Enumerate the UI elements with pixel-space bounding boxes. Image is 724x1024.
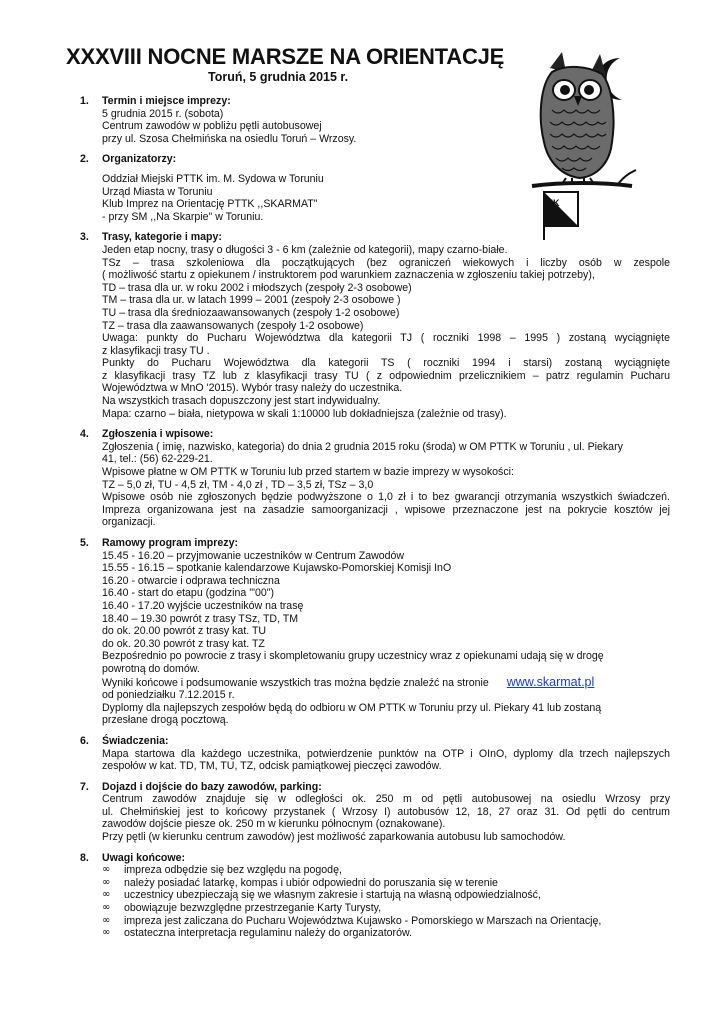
text-line [102, 676, 670, 690]
text-line [102, 600, 670, 613]
line-text: do ok. 20.30 powrót z trasy kat. TZ [102, 637, 265, 650]
line-text: powrotną do domów. [102, 662, 200, 675]
line-text: przy ul. Szosa Chełmińska na osiedlu Toruń – Wrzosy. [102, 132, 357, 145]
section-heading: Świadczenia: [102, 734, 169, 747]
text-line [102, 702, 670, 715]
bullet-icon: ∞ [102, 876, 111, 888]
line-text: Impreza organizowana jest na zasadzie samoorganizacji , wpisowe przeznaczone jest na pokrycie kosztów jej [102, 503, 670, 516]
line-text: Punkty do Pucharu Województwa dla kategorii TS ( roczniki 1994 i starsi) zostaną wyciągnięte [102, 357, 670, 370]
line-text: TZ – trasa dla zaawansowanych (zespoły 1-2 osobowe) [102, 319, 364, 332]
section-heading: Trasy, kategorie i mapy: [102, 231, 222, 244]
section-body [102, 864, 670, 940]
text-line [102, 441, 670, 454]
section-body [102, 441, 670, 529]
text-line [102, 466, 670, 479]
text-line [102, 395, 670, 408]
line-text: Wpisowe osób nie zgłoszonych będzie podwyższone o 1,0 zł i to bez gwarancji otrzymania wszystkich świadczeń. [102, 491, 670, 504]
list-item-text: ostateczna interpretacja regulaminu należy do organizatorów. [124, 927, 412, 940]
section-heading: Zgłoszenia i wpisowe: [102, 428, 214, 441]
line-text: Dyplomy dla najlepszych zespołów będą do odbioru w OM PTTK w Toruniu przy ul. Piekary 41 lub zostaną [102, 701, 602, 714]
line-text: Przy pętli (w kierunku centrum zawodów) jest możliwość zaparkowania autobusu lub samochodów. [102, 831, 566, 844]
text-line [102, 714, 670, 727]
text-line [102, 587, 670, 600]
list-item [102, 915, 670, 928]
line-text: z klasyfikacji trasy TZ lub z klasyfikacji trasy TU ( z odpowiednim przelicznikiem – patrz regulamin Pucharu [102, 369, 670, 382]
list-item-text: impreza jest zaliczana do Pucharu Województwa Kujawsko - Pomorskiego w Marszach na Orientację, [124, 914, 602, 927]
section-2 [80, 153, 670, 223]
text-line [102, 198, 670, 211]
line-text: Zgłoszenia ( imię, nazwisko, kategoria) do dnia 2 grudnia 2015 roku (środa) w OM PTTK w Toruniu , ul. Piekary [102, 440, 623, 453]
text-line [102, 332, 670, 345]
text-line [102, 562, 670, 575]
line-text: od poniedziałku 7.12.2015 r. [102, 689, 235, 702]
line-text: 16.20 - otwarcie i odprawa techniczna [102, 574, 280, 587]
section-body [102, 166, 670, 223]
section-body [102, 108, 670, 146]
line-text: Mapa startowa dla każdego uczestnika, potwierdzenie punktów na OTP i OInO, dyplomy dla trzech najlepszych [102, 747, 670, 760]
text-line [102, 453, 670, 466]
list-item-text: należy posiadać latarkę, kompas i ubiór odpowiedni do poruszania się w terenie [124, 876, 498, 889]
line-text: 16.40 - start do etapu (godzina '"00") [102, 587, 275, 600]
list-item-text: uczestnicy ubezpieczają się we własnym zakresie i startują na własną odpowiedzialność, [124, 889, 541, 902]
section-7 [80, 781, 670, 844]
text-line [102, 307, 670, 320]
line-text: zawodów dojście piesze ok. 250 m w kierunku północnym (oznakowane). [102, 818, 446, 831]
line-text: Urząd Miasta w Toruniu [102, 185, 213, 198]
text-line [102, 516, 670, 529]
line-text: Jeden etap nocny, trasy o długości 3 - 6 km (zależnie od kategorii), mapy czarno-białe. [102, 243, 508, 256]
line-text: TSz – trasa szkoleniowa dla początkujących (bez ograniczeń wiekowych i liczby osób w zespole [102, 256, 670, 269]
line-text: 15.55 - 16.15 – spotkanie kalendarzowe Kujawsko-Pomorskiej Komisji InO [102, 562, 452, 575]
line-text: do ok. 20.00 powrót z trasy kat. TU [102, 625, 267, 638]
text-line [102, 345, 670, 358]
line-text: 16.40 - 17.20 wyjście uczestników na trasę [102, 599, 304, 612]
text-line [102, 625, 670, 638]
line-text: Centrum zawodów w pobliżu pętli autobusowej [102, 120, 322, 133]
text-line [102, 663, 670, 676]
list-item [102, 889, 670, 902]
section-number: 1. [80, 95, 89, 107]
text-line [102, 831, 670, 844]
text-line [102, 133, 670, 146]
text-line [102, 504, 670, 517]
line-text: z klasyfikacji trasy TU . [102, 344, 210, 357]
line-text: Bezpośrednio po powrocie z trasy i skompletowaniu grupy uczestnicy wraz z opiekunami udają się w drogę [102, 650, 604, 663]
logo-text: JK [548, 198, 560, 208]
section-number: 5. [80, 537, 89, 549]
text-line [102, 650, 670, 663]
section-heading: Dojazd i dojście do bazy zawodów, parking: [102, 780, 322, 793]
text-line [102, 120, 670, 133]
text-line [102, 806, 670, 819]
section-heading: Ramowy program imprezy: [102, 537, 238, 549]
line-text: 15.45 - 16.20 – przyjmowanie uczestników w Centrum Zawodów [102, 549, 405, 562]
line-text: Wyniki końcowe i podsumowanie wszystkich tras można będzie znaleźć na stronie [102, 676, 489, 689]
list-item [102, 927, 670, 940]
text-line [102, 793, 670, 806]
text-line [102, 408, 670, 421]
line-text: TM – trasa dla ur. w latach 1999 – 2001 (zespoły 2-3 osobowe ) [102, 294, 401, 307]
text-line [102, 613, 670, 626]
list-item-text: obowiązuje bezwzględne przestrzeganie Karty Turysty, [124, 902, 382, 915]
section-body [102, 748, 670, 773]
line-text: zespołów w kat. TD, TM, TU, TZ, odcisk pamiątkowej pieczęci zawodów. [102, 760, 442, 773]
document-body [80, 95, 670, 948]
bullet-icon: ∞ [102, 914, 111, 926]
section-number: 3. [80, 231, 89, 244]
text-line [102, 294, 670, 307]
section-number: 8. [80, 851, 89, 864]
section-6 [80, 735, 670, 773]
section-4 [80, 428, 670, 529]
bullet-icon: ∞ [102, 889, 111, 901]
section-8 [80, 852, 670, 940]
line-text: organizacji. [102, 516, 156, 529]
text-line [102, 575, 670, 588]
section-heading: Uwagi końcowe: [102, 851, 185, 864]
section-number: 6. [80, 734, 89, 747]
list-item-text: impreza odbędzie się bez względu na pogodę, [124, 864, 342, 877]
text-line [102, 491, 670, 504]
text-line [102, 257, 670, 270]
line-text: Wpisowe płatne w OM PTTK w Toruniu lub przed startem w bazie imprezy w wysokości: [102, 466, 514, 479]
section-number: 4. [80, 428, 89, 441]
line-text: Oddział Miejski PTTK im. M. Sydowa w Toruniu [102, 172, 324, 185]
line-text: TU – trasa dla średniozaawansowanych (zespoły 1-2 osobowe) [102, 306, 400, 319]
bullet-icon: ∞ [102, 902, 111, 914]
section-body [102, 550, 670, 727]
text-line [102, 244, 670, 257]
text-line [102, 638, 670, 651]
document-subtitle: Toruń, 5 grudnia 2015 r. [208, 70, 349, 84]
section-5 [80, 537, 670, 727]
line-text: Klub Imprez na Orientację PTTK ,,SKARMAT" [102, 198, 318, 211]
list-item [102, 902, 670, 915]
line-text: 5 grudnia 2015 r. (sobota) [102, 107, 224, 120]
section-number: 7. [80, 780, 89, 793]
line-text: przesłane drogą pocztową. [102, 714, 229, 727]
text-line [102, 689, 670, 702]
line-text: Uwaga: punkty do Pucharu Województwa dla kategorii TJ ( roczniki 1998 – 1995 ) zostaną wyciągnięte [102, 332, 670, 345]
text-line [102, 282, 670, 295]
section-3 [80, 231, 670, 420]
text-line [102, 108, 670, 121]
line-text: Województwa w MnO '2015). Wybór trasy należy do uczestnika. [102, 382, 403, 395]
text-line [102, 357, 670, 370]
text-line [102, 211, 670, 224]
line-text: TD – trasa dla ur. w roku 2002 i młodszych (zespoły 2-3 osobowe) [102, 281, 412, 294]
line-text: ul. Chełmińskiej jest to końcowy przystanek ( Wrzosy I) autobusów 12, 18, 27 oraz 31. Od pętli do centrum [102, 805, 670, 818]
text-line [102, 370, 670, 383]
section-body [102, 244, 670, 420]
section-heading: Organizatorzy: [102, 153, 177, 166]
line-text: Mapa: czarno – biała, nietypowa w skali 1:10000 lub dokładniejsza (zależnie od trasy). [102, 407, 507, 420]
bullet-icon: ∞ [102, 864, 111, 876]
text-line [102, 760, 670, 773]
text-line [102, 269, 670, 282]
document-title: XXXVIII NOCNE MARSZE NA ORIENTACJĘ [66, 44, 505, 69]
text-line [102, 173, 670, 186]
text-line [102, 382, 670, 395]
section-1 [80, 95, 670, 145]
bullet-icon: ∞ [102, 927, 111, 939]
line-text: Na wszystkich trasach dopuszczony jest start indywidualny. [102, 395, 381, 408]
text-line [102, 186, 670, 199]
line-text: Centrum zawodów znajduje się w odległości ok. 250 m od pętli autobusowej na osiedlu Wrzosy przy [102, 793, 670, 806]
website-link[interactable]: www.skarmat.pl [506, 674, 595, 689]
line-text: TZ – 5,0 zł, TU - 4,5 zł, TM - 4,0 zł , TD – 3,5 zł, TSz – 3,0 [102, 478, 374, 491]
list-item [102, 864, 670, 877]
line-text: 41, tel.: (56) 62-229-21. [102, 453, 213, 466]
section-number: 2. [80, 153, 89, 166]
text-line [102, 550, 670, 563]
text-line [102, 818, 670, 831]
line-text: 18.40 – 19.30 powrót z trasy TSz, TD, TM [102, 612, 299, 625]
text-line [102, 748, 670, 761]
line-text: ( możliwość startu z opiekunem / instruktorem pod warunkiem zaznaczenia w zgłoszeniu takiej potrzeby), [102, 269, 595, 282]
list-item [102, 877, 670, 890]
text-line [102, 479, 670, 492]
section-body [102, 793, 670, 843]
text-line [102, 320, 670, 333]
section-heading: Termin i miejsce imprezy: [102, 95, 231, 107]
line-text: - przy SM ,,Na Skarpie" w Toruniu. [102, 210, 264, 223]
